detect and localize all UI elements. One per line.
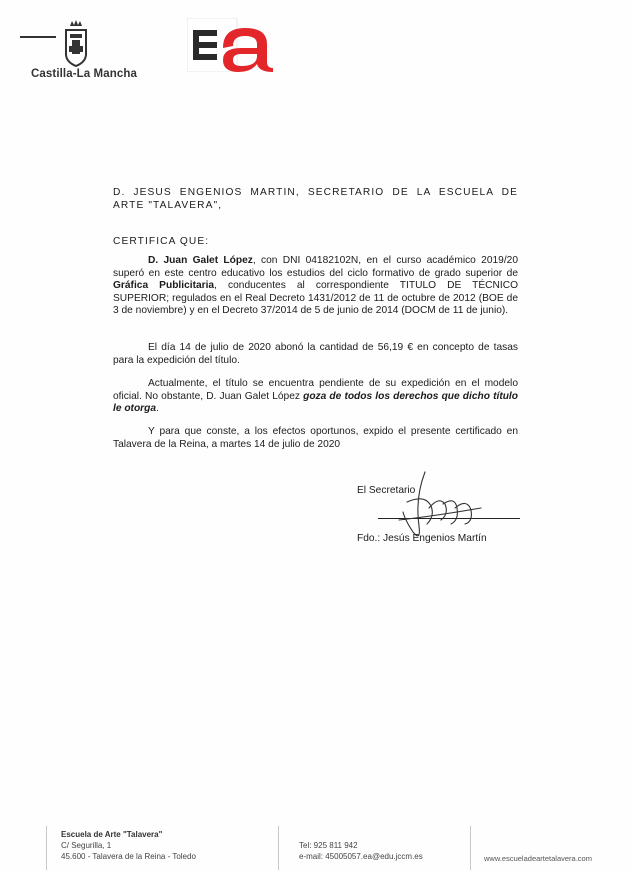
footer-city: 45.600 - Talavera de la Reina - Toledo (61, 852, 196, 861)
footer-email[interactable]: e-mail: 45005057.ea@edu.jccm.es (299, 852, 423, 861)
status-text-1: Actualmente, el título se encuentra pendiente de su expedición en el modelo oficial. No obstante, D. Juan Galet López (113, 378, 518, 402)
footer-divider (470, 826, 471, 870)
payment-text: El día 14 de julio de 2020 abonó la cantidad de 56,19 € en concepto de tasas para la expedición del título. (113, 342, 518, 366)
status-paragraph (113, 378, 518, 416)
footer-divider (46, 826, 47, 870)
page-footer (0, 818, 631, 874)
issuer-text: D. JESUS ENGENIOS MARTIN, SECRETARIO DE LA ESCUELA DE ARTE "TALAVERA", (113, 187, 518, 211)
signatory-name: Fdo.: Jesús Engenios Martín (357, 533, 487, 544)
status-text-2: . (156, 403, 159, 415)
signatory-role: El Secretario (357, 485, 416, 496)
footer-website[interactable]: www.escueladeartetalavera.com (484, 854, 592, 863)
footer-contact (299, 840, 423, 862)
rights-emphasis: goza de todos los derechos que dicho título le otorga (113, 390, 518, 415)
region-name: Castilla-La Mancha (31, 68, 137, 80)
footer-divider (278, 826, 279, 870)
course-name: Gráfica Publicitaria (113, 280, 215, 292)
issuer-statement (113, 187, 518, 212)
student-name: D. Juan Galet López (148, 255, 253, 266)
certifica-heading (113, 236, 518, 249)
closing-paragraph (113, 426, 518, 451)
footer-address (61, 829, 196, 862)
payment-paragraph (113, 342, 518, 367)
footer-phone: Tel: 925 811 942 (299, 841, 358, 850)
escuela-de-arte-logo (187, 18, 277, 72)
closing-text: Y para que conste, a los efectos oportunos, expido el presente certificado en Talavera de la Reina, a martes 14 de julio de 2020 (113, 426, 518, 450)
student-text-1: , con DNI 04182102N, en el curso académico 2019/20 superó en este centro educativo los estudios del ciclo formativo de grado superior de (113, 255, 518, 279)
student-text-2: , conducentes al correspondiente TITULO DE TÉCNICO SUPERIOR; regulados en el Real Decreto 1431/2012 de 11 de octubre de 2012 (BOE de 3 de noviembre) y en el Decreto 37/2014 de 5 de junio de 2014 (DOCM de 11 de junio). (113, 280, 518, 317)
footer-school: Escuela de Arte "Talavera" (61, 830, 163, 839)
footer-street: C/ Segurilla, 1 (61, 841, 112, 850)
certifica-text: CERTIFICA QUE: (113, 236, 210, 247)
student-paragraph (113, 255, 518, 318)
